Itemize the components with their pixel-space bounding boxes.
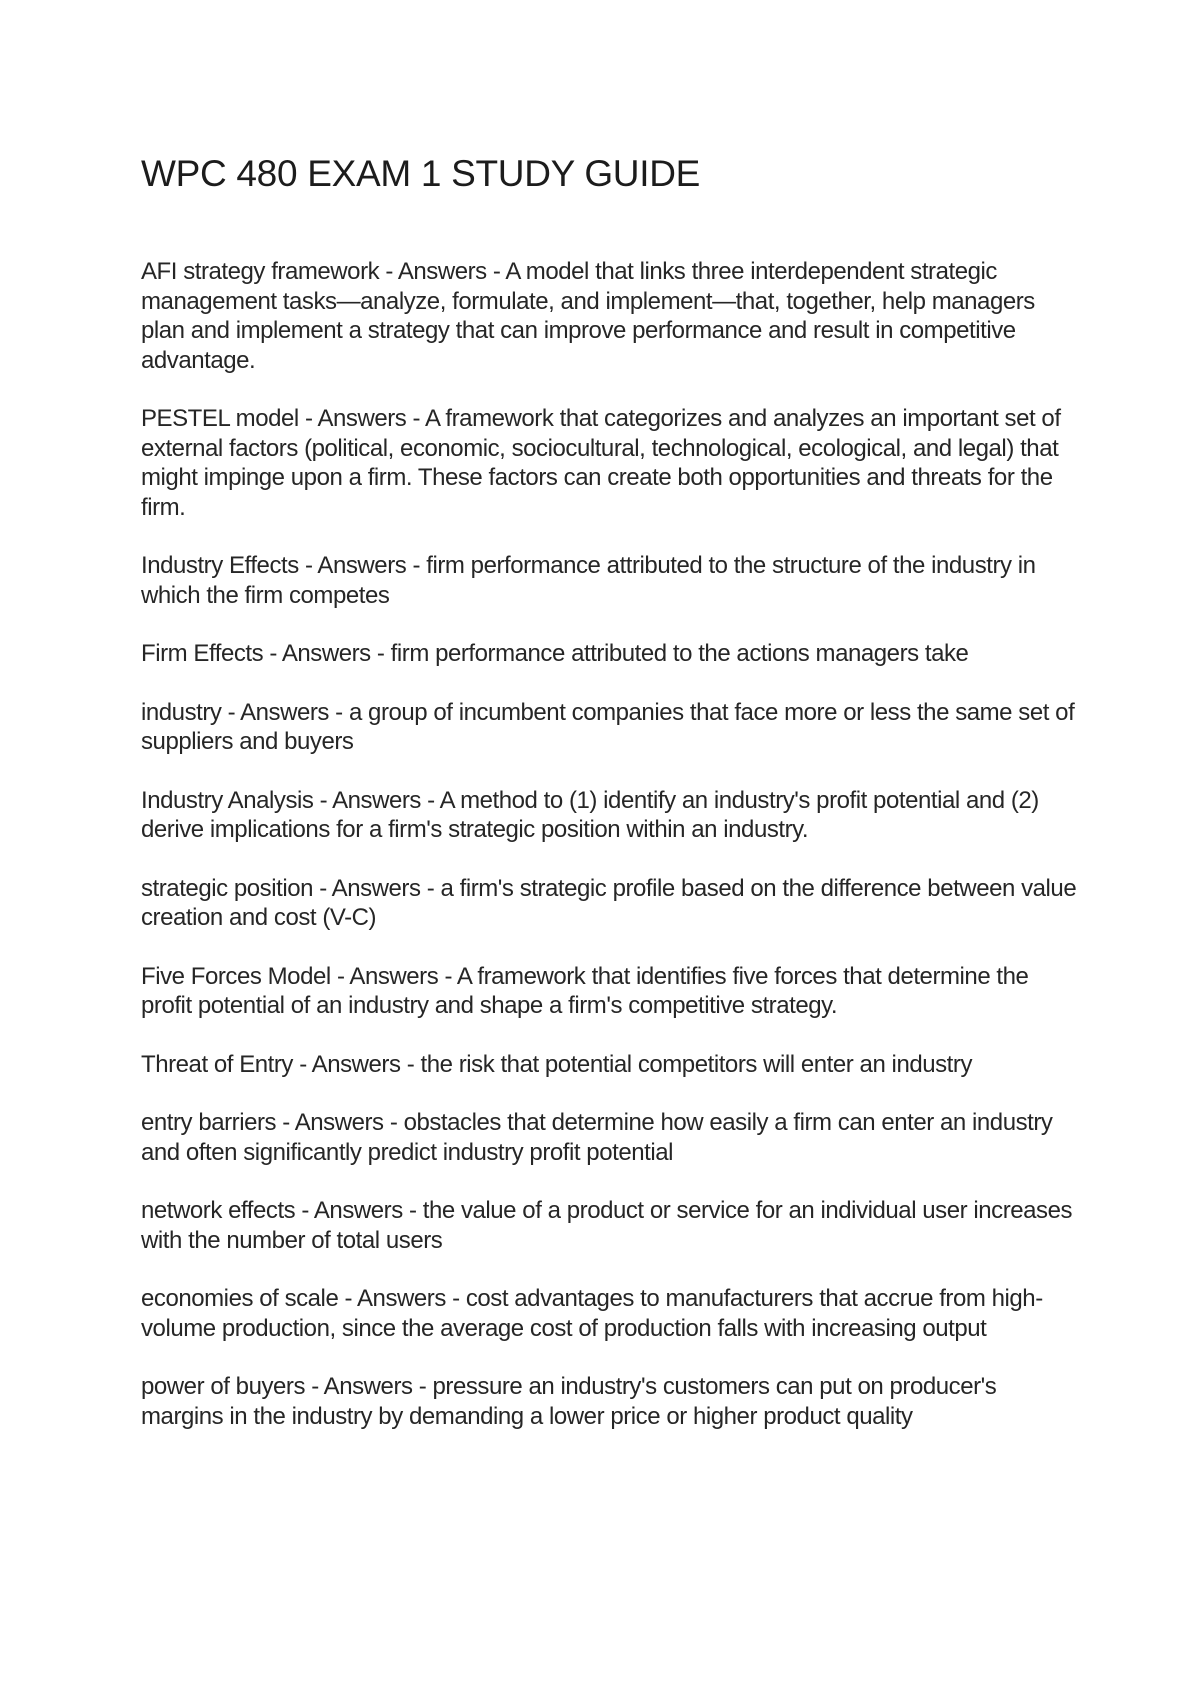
glossary-entry: economies of scale - Answers - cost advantages to manufacturers that accrue from high-volume production, since the average cost of production falls with increasing output: [141, 1285, 1043, 1342]
glossary-entry: Industry Effects - Answers - firm performance attributed to the structure of the industry in which the firm competes: [141, 552, 1036, 609]
glossary-entry: power of buyers - Answers - pressure an industry's customers can put on producer's margins in the industry by demanding a lower price or higher product quality: [141, 1373, 997, 1430]
glossary-list: [141, 257, 1081, 1460]
glossary-entry: Industry Analysis - Answers - A method to (1) identify an industry's profit potential and (2) derive implications for a firm's strategic position within an industry.: [141, 786, 1039, 843]
glossary-entry: Firm Effects - Answers - firm performance attributed to the actions managers take: [141, 640, 969, 667]
glossary-entry: AFI strategy framework - Answers - A model that links three interdependent strategic management tasks—analyze, formulate, and implement—that, together, help managers plan and implement a strategy that can improve performance and result in competitive advantage.: [141, 258, 1035, 374]
glossary-entry: PESTEL model - Answers - A framework that categorizes and analyzes an important set of external factors (political, economic, sociocultural, technological, ecological, and legal) that might impinge upon a firm. These factors can create both opportunities and threats for the firm.: [141, 405, 1061, 521]
glossary-entry: network effects - Answers - the value of a product or service for an individual user increases with the number of total users: [141, 1197, 1073, 1254]
glossary-entry: industry - Answers - a group of incumbent companies that face more or less the same set of suppliers and buyers: [141, 698, 1075, 755]
glossary-entry: strategic position - Answers - a firm's strategic profile based on the difference between value creation and cost (V-C): [141, 874, 1077, 931]
glossary-entry: Five Forces Model - Answers - A framework that identifies five forces that determine the profit potential of an industry and shape a firm's competitive strategy.: [141, 962, 1029, 1019]
glossary-entry: entry barriers - Answers - obstacles that determine how easily a firm can enter an industry and often significantly predict industry profit potential: [141, 1109, 1053, 1166]
document-title: WPC 480 EXAM 1 STUDY GUIDE: [141, 153, 700, 194]
glossary-entry: Threat of Entry - Answers - the risk that potential competitors will enter an industry: [141, 1050, 972, 1078]
